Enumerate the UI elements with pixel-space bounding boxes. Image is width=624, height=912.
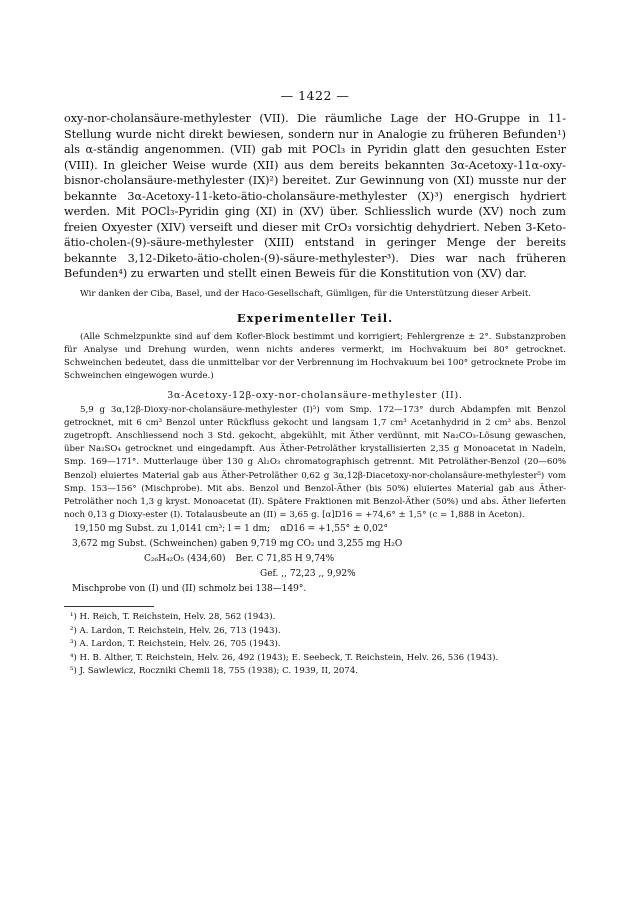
found-label: Gef. (260, 569, 279, 580)
section-heading: Experimenteller Teil. (236, 310, 394, 325)
footnote-divider (64, 606, 154, 607)
analysis-line: 3,672 mg Subst. (Schweinchen) gaben 9,719 mg CO₂ und 3,255 mg H₂O (72, 539, 403, 550)
intro-paragraph: oxy-nor-cholansäure-methylester (VII). Die räumliche Lage der HO-Gruppe in 11-Stellung wurde nicht direkt bewiesen, sondern nur in Analogie zu früheren Befunden¹) als α-ständig angenommen. (VII) gab mit POCl₃ in Pyridin glatt den gesuchten Ester (VIII). In gleicher Weise wurde (XII) aus dem bereits bekannten 3α-Acetoxy-11α-oxy-bisnor-cholansäure-methylester (IX)²) bereitet. Zur Gewinnung von (XI) musste nur der bekannte 3α-Acetoxy-11-keto-ätio-cholansäure-methylester (X)³) energisch hydriert werden. Mit POCl₃-Pyridin ging (XI) in (XV) über. Schliesslich wurde (XV) noch zum freien Oxyester (XIV) verseift und dieser mit CrO₃ vorsichtig dehydriert. Neben 3-Keto-ätio-cholen-(9)-säure-methylester (XIII) entstand in geringer Menge der bereits bekannte 3,12-Diketo-ätio-cholen-(9)-säure-methylester³). Dies war nach früheren Befunden⁴) zu erwarten und stellt einen Beweis für die Konstitution von (XV) dar. (64, 112, 566, 280)
found-row (64, 567, 566, 582)
page-number: — 1422 — (280, 88, 350, 103)
formula: C₂₆H₄₂O₅ (434,60) (144, 554, 226, 565)
found-values: ,, 72,23 ,, 9,92% (281, 569, 356, 580)
footnote-4: ⁴) H. B. Alther, T. Reichstein, Helv. 26, 492 (1943); E. Seebeck, T. Reichstein, Helv. 26, 536 (1943). (70, 652, 499, 663)
footnote-5: ⁵) J. Sawlewicz, Roczniki Chemii 18, 755 (1938); C. 1939, II, 2074. (70, 665, 359, 676)
footnote-3: ³) A. Lardon, T. Reichstein, Helv. 26, 705 (1943). (70, 639, 281, 650)
calc-values: C 71,85 H 9,74% (256, 554, 335, 565)
footnote-1: ¹) H. Reich, T. Reichstein, Helv. 28, 562 (1943). (70, 612, 276, 623)
experimental-note: (Alle Schmelzpunkte sind auf dem Kofler-Block bestimmt und korrigiert; Fehlergrenze ± 2°. Substanzproben für Analyse und Drehung wurden, wenn nichts anderes vermerkt, im Hochvakuum bei 80° getrocknet. Schweinchen bedeutet, dass die unmittelbar vor der Verbrennung im Hochvakuum bei 100° getrocknete Probe im Schweinchen eingewogen wurde.) (64, 331, 566, 382)
page (64, 88, 566, 678)
rotation-measurement (64, 522, 566, 537)
footnote-2: ²) A. Lardon, T. Reichstein, Helv. 26, 713 (1943). (70, 625, 281, 636)
mixed-melting-point: Mischprobe von (I) und (II) schmolz bei 138—149°. (72, 584, 307, 595)
acknowledgement: Wir danken der Ciba, Basel, und der Haco-Gesellschaft, Gümligen, für die Unterstützung dieser Arbeit. (80, 288, 531, 299)
procedure-text: 5,9 g 3α,12β-Dioxy-nor-cholansäure-methylester (I)⁵) vom Smp. 172—173° durch Abdampfen mit Benzol getrocknet, mit 6 cm³ Benzol unter Rückfluss gekocht und langsam 1,7 cm³ Acetanhydrid in 2 cm³ abs. Benzol zugetropft. Anschliessend noch 3 Std. gekocht, abgekühlt, mit Äther verdünnt, mit Na₂CO₃-Lösung gewaschen, über Na₂SO₄ getrocknet und eingedampft. Aus Äther-Petroläther krystallisierten 2,35 g Monoacetat in Nadeln, Smp. 169—171°. Mutterlauge über 130 g Al₂O₃ chromatographisch getrennt. Mit Petroläther-Benzol (20—60% Benzol) eluiertes Material gab aus Äther-Petroläther 0,62 g 3α,12β-Diacetoxy-nor-cholansäure-methylester⁵) vom Smp. 153—156° (Mischprobe). Mit abs. Benzol und Benzol-Äther (bis 50%) eluiertes Material gab aus Äther-Petroläther noch 1,3 g kryst. Monoacetat (II). Spätere Fraktionen mit Benzol-Äther (50%) und abs. Äther lieferten noch 0,13 g Dioxy-ester (I). Totalausbeute an (II) = 3,65 g. [α]D16 = +74,6° ± 1,5° (c = 1,888 in Aceton). (64, 404, 566, 521)
compound-title: 3α-Acetoxy-12β-oxy-nor-cholansäure-methylester (II). (167, 389, 463, 401)
rotation-value: αD16 = +1,55° ± 0,02° (280, 524, 388, 535)
calc-label: Ber. (235, 554, 254, 565)
calculated-row (64, 552, 566, 567)
rotation-sample: 19,150 mg Subst. zu 1,0141 cm³; l = 1 dm; (74, 524, 271, 535)
